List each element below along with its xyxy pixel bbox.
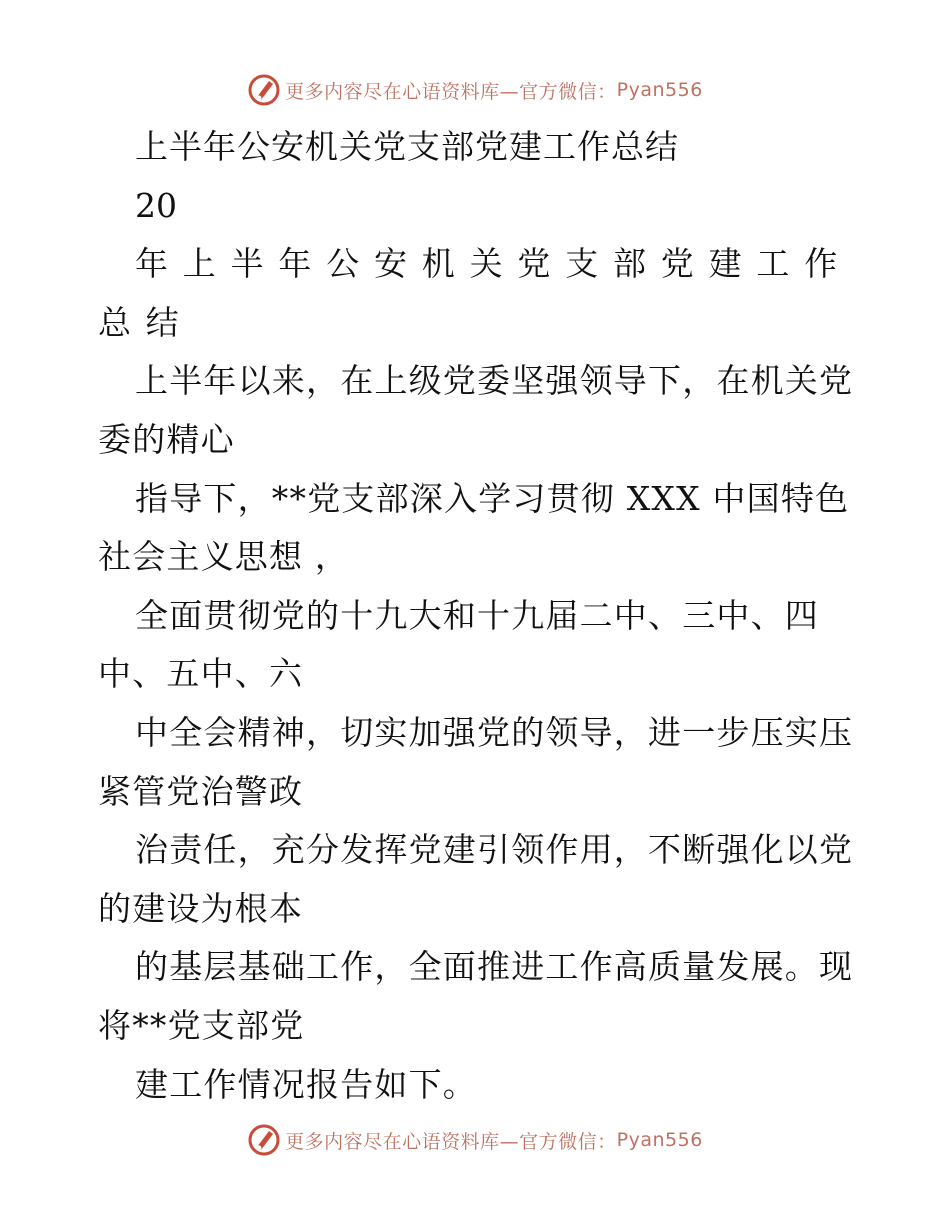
pen-logo-icon [247, 73, 281, 107]
watermark-text: 更多内容尽在心语资料库—官方微信： [285, 1130, 617, 1153]
document-paragraph: 建工作情况报告如下。 [135, 1064, 477, 1104]
document-title: 上半年公安机关党支部党建工作总结 [135, 127, 679, 166]
document-paragraph: 中全会精神，切实加强党的领导，进一步压实压紧管党治警政 [98, 712, 854, 811]
document-paragraph: 的基层基础工作，全面推进工作高质量发展。现将**党支部党 [98, 947, 854, 1045]
pen-logo-icon [247, 1123, 281, 1157]
document-paragraph: 治责任，充分发挥党建引领作用，不断强化以党的建设为根本 [98, 830, 854, 928]
document-paragraph: 上半年以来，在上级党委坚强领导下，在机关党委的精心 [98, 361, 854, 459]
document-subtitle: 年上半年公安机关党支部党建工作总结 [98, 244, 852, 342]
watermark-wechat-id: Pyan556 [616, 79, 703, 101]
document-line: 20 [135, 185, 177, 225]
document-paragraph: 指导下，**党支部深入学习贯彻 XXX 中国特色社会主义思想 ， [98, 478, 850, 577]
header-watermark [0, 70, 950, 110]
document-body [98, 118, 858, 1114]
watermark-wechat-id: Pyan556 [616, 1129, 703, 1151]
watermark-text: 更多内容尽在心语资料库—官方微信： [285, 80, 617, 103]
document-paragraph: 全面贯彻党的十九大和十九届二中、三中、四中、五中、六 [98, 595, 819, 694]
footer-watermark [0, 1120, 950, 1160]
